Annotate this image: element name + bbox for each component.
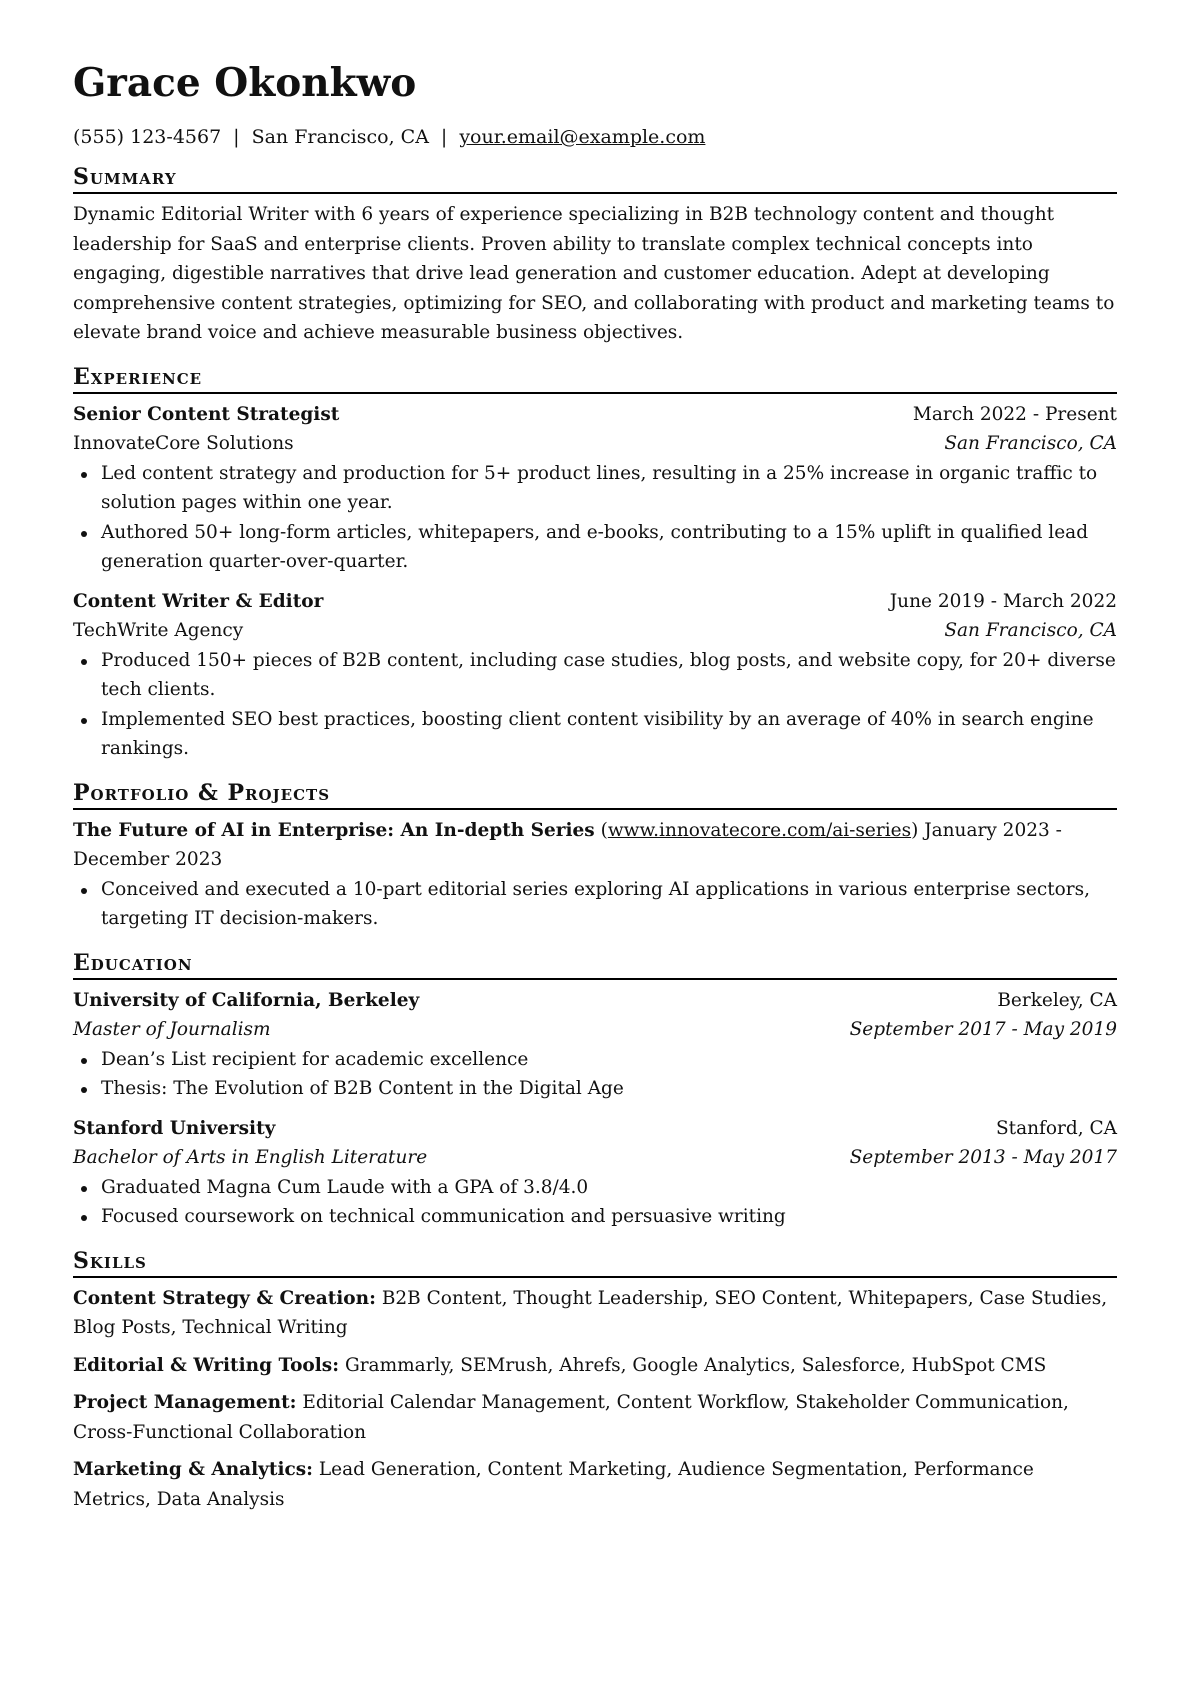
school-location: Berkeley, CA: [997, 989, 1117, 1011]
education-dates: September 2017 - May 2019: [849, 1019, 1117, 1040]
degree: Bachelor of Arts in English Literature: [73, 1147, 428, 1168]
skill-items: Grammarly, SEMrush, Ahrefs, Google Analytics, Salesforce, HubSpot CMS: [344, 1354, 1047, 1376]
skill-label: Project Management:: [73, 1392, 297, 1413]
job-role: Content Writer & Editor: [73, 590, 324, 612]
section-title-skills: Skills: [73, 1246, 1117, 1278]
job-company: InnovateCore Solutions: [73, 433, 294, 454]
job-location: San Francisco, CA: [944, 620, 1117, 641]
skill-items: Editorial Calendar Management, Content Workflow, Stakeholder Communication, Cross-Functional Collaboration: [73, 1392, 1069, 1443]
skill-label: Marketing & Analytics:: [73, 1459, 313, 1480]
skill-group: [73, 1455, 1117, 1514]
project-dates: January 2023 - December 2023: [73, 819, 1062, 870]
job-company: TechWrite Agency: [73, 620, 244, 641]
skill-label: Editorial & Writing Tools:: [73, 1354, 340, 1376]
education-dates: September 2013 - May 2017: [849, 1147, 1117, 1168]
section-title-experience: Experience: [73, 362, 1117, 394]
job-location: San Francisco, CA: [944, 433, 1117, 454]
school-name: Stanford University: [73, 1117, 276, 1139]
bullet-item: Implemented SEO best practices, boosting client content visibility by an average of 40% in search engine rankings.: [73, 705, 1117, 764]
candidate-name: Grace Okonkwo: [73, 60, 417, 106]
job-dates: June 2019 - March 2022: [889, 590, 1117, 612]
location: San Francisco, CA: [251, 126, 429, 148]
education-entry: [73, 986, 1117, 1104]
job-bullets: [73, 646, 1117, 764]
education-entry: [73, 1114, 1117, 1232]
skill-items: B2B Content, Thought Leadership, SEO Content, Whitepapers, Case Studies, Blog Posts, Technical Writing: [73, 1287, 1108, 1338]
skill-group: [73, 1284, 1117, 1343]
bullet-item: Dean’s List recipient for academic excellence: [73, 1045, 1117, 1075]
education-bullets: [73, 1173, 1117, 1232]
separator: |: [440, 126, 448, 148]
project-entry: The Future of AI in Enterprise: An In-depth Series (www.innovatecore.com/ai-series) January 2023 - December 2023: [73, 819, 1062, 870]
skill-group: [73, 1388, 1117, 1447]
summary-text: Dynamic Editorial Writer with 6 years of experience specializing in B2B technology content and thought leadership for SaaS and enterprise clients. Proven ability to translate complex technical concepts into engaging, digestible narratives that drive lead generation and customer education. Adept at developing comprehensive content strategies, optimizing for SEO, and collaborating with product and marketing teams to elevate brand voice and achieve measurable business objectives.: [73, 204, 1115, 343]
phone-number: (555) 123-4567: [73, 126, 222, 148]
experience-entry: [73, 587, 1117, 764]
experience-entry: [73, 400, 1117, 577]
project-bullets: [73, 875, 1117, 934]
bullet-item: Led content strategy and production for 5+ product lines, resulting in a 25% increase in organic traffic to solution pages within one year.: [73, 459, 1117, 518]
section-title-summary: Summary: [73, 162, 1117, 194]
skill-items: Lead Generation, Content Marketing, Audience Segmentation, Performance Metrics, Data Analysis: [73, 1459, 1034, 1510]
skill-label: Content Strategy & Creation:: [73, 1287, 376, 1309]
separator: |: [233, 126, 240, 148]
bullet-item: Thesis: The Evolution of B2B Content in the Digital Age: [73, 1074, 1117, 1104]
section-title-projects: Portfolio & Projects: [73, 778, 1117, 810]
job-dates: March 2022 - Present: [912, 403, 1117, 425]
school-name: University of California, Berkeley: [73, 989, 420, 1011]
bullet-item: Graduated Magna Cum Laude with a GPA of 3.8/4.0: [73, 1173, 1117, 1203]
project-link[interactable]: www.innovatecore.com/ai-series: [607, 819, 912, 841]
degree: Master of Journalism: [73, 1019, 271, 1040]
job-bullets: [73, 459, 1117, 577]
skill-group: [73, 1351, 1117, 1381]
email-link[interactable]: your.email@example.com: [459, 126, 706, 148]
section-title-education: Education: [73, 948, 1117, 980]
contact-line: [73, 124, 1117, 150]
education-bullets: [73, 1045, 1117, 1104]
project-name: The Future of AI in Enterprise: An In-depth Series: [73, 819, 595, 841]
bullet-item: Produced 150+ pieces of B2B content, including case studies, blog posts, and website copy, for 20+ diverse tech clients.: [73, 646, 1117, 705]
job-role: Senior Content Strategist: [73, 403, 340, 425]
bullet-item: Authored 50+ long-form articles, whitepapers, and e-books, contributing to a 15% uplift in qualified lead generation quarter-over-quarter.: [73, 518, 1117, 577]
bullet-item: Conceived and executed a 10-part editorial series exploring AI applications in various enterprise sectors, targeting IT decision-makers.: [73, 875, 1117, 934]
bullet-item: Focused coursework on technical communication and persuasive writing: [73, 1202, 1117, 1232]
school-location: Stanford, CA: [996, 1117, 1117, 1139]
